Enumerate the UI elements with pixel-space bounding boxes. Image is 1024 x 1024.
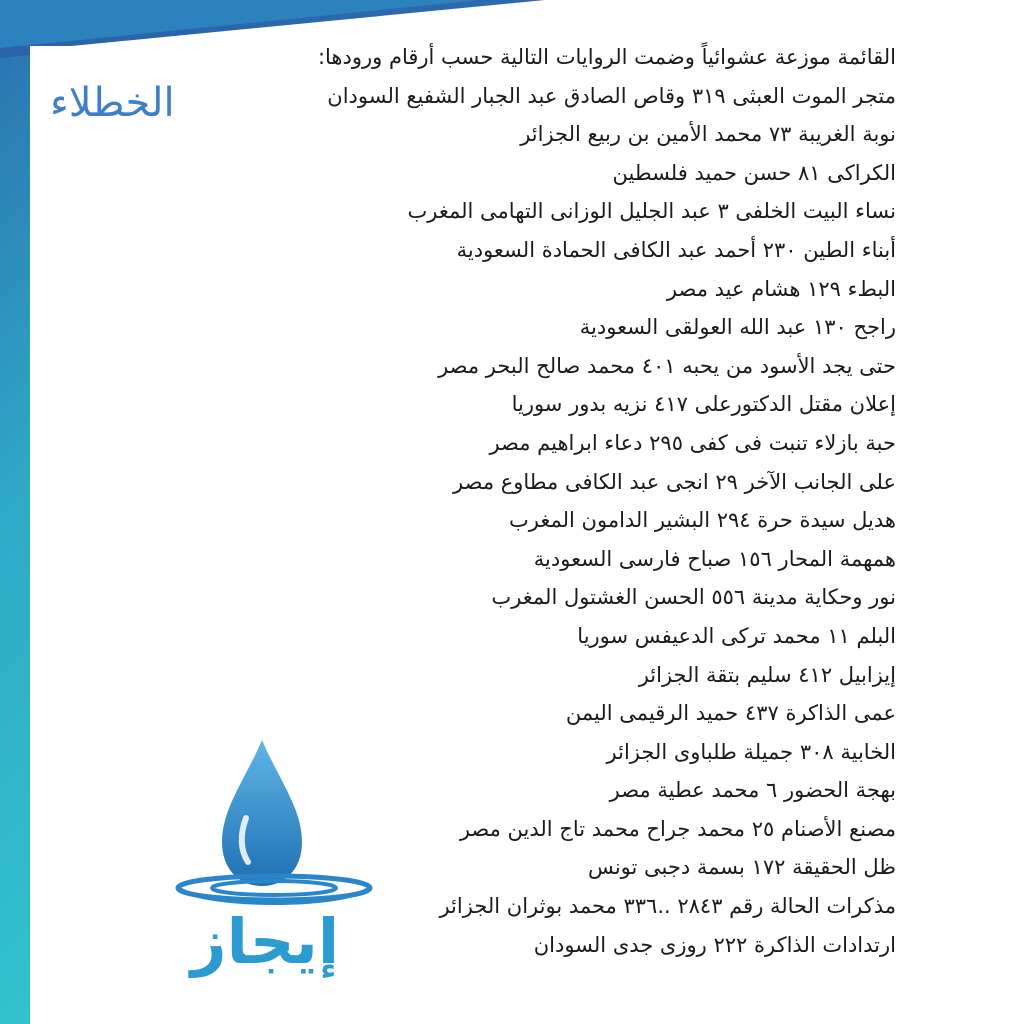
logo-wordmark: إيجاز [190,905,340,978]
list-line: إعلان مقتل الدكتورعلى ٤١٧ نزيه بدور سوريا [511,392,896,417]
list-line: ارتدادات الذاكرة ٢٢٢ روزى جدى السودان [533,932,896,957]
heading-khatala: الخطلاء [50,80,175,126]
list-line: مصنع الأصنام ٢٥ محمد جراح محمد تاج الدين مصر [459,816,896,841]
list-line: البلم ١١ محمد تركى الدعيفس سوريا [577,623,896,648]
list-line: حتى يجد الأسود من يحبه ٤٠١ محمد صالح البحر مصر [438,353,896,378]
list-line: البطء ١٢٩ هشام عيد مصر [666,276,896,301]
list-line: الكراكى ٨١ حسن حميد فلسطين [612,160,896,185]
list-line: نساء البيت الخلفى ٣ عبد الجليل الوزانى التهامى المغرب [407,199,896,224]
list-line: نوبة الغريبة ٧٣ محمد الأمين بن ربيع الجزائر [520,122,896,147]
list-line: متجر الموت العبثى ٣١٩ وقاص الصادق عبد الجبار الشفيع السودان [327,83,896,108]
list-line: القائمة موزعة عشوائياً وضمت الروايات التالية حسب أرقام ورودها: [317,45,896,69]
list-line: راجح ١٣٠ عبد الله العولقى السعودية [579,315,896,340]
list-line: بهجة الحضور ٦ محمد عطية مصر [609,778,896,803]
list-line: مذكرات الحالة رقم ٢٨٤٣ ..٣٣٦ محمد بوثران الجزائر [439,894,896,919]
list-line: ظل الحقيقة ١٧٢ بسمة دجبى تونس [588,855,896,880]
list-line: أبناء الطين ٢٣٠ أحمد عبد الكافى الحمادة السعودية [456,237,896,262]
list-line: إيزابيل ٤١٢ سليم بتقة الجزائر [638,662,896,687]
list-line: نور وحكاية مدينة ٥٥٦ الحسن الغشتول المغرب [491,585,896,610]
list-line: على الجانب الآخر ٢٩ انجى عبد الكافى مطاوع مصر [453,469,896,494]
list-line: الخابية ٣٠٨ جميلة طلباوى الجزائر [606,739,896,764]
list-line: عمى الذاكرة ٤٣٧ حميد الرقيمى اليمن [565,701,896,726]
list-line: هديل سيدة حرة ٢٩٤ البشير الدامون المغرب [509,508,896,533]
list-line: حبة بازلاء تنبت فى كفى ٢٩٥ دعاء ابراهيم مصر [489,430,896,455]
list-line: همهمة المحار ١٥٦ صباح فارسى السعودية [533,546,896,571]
